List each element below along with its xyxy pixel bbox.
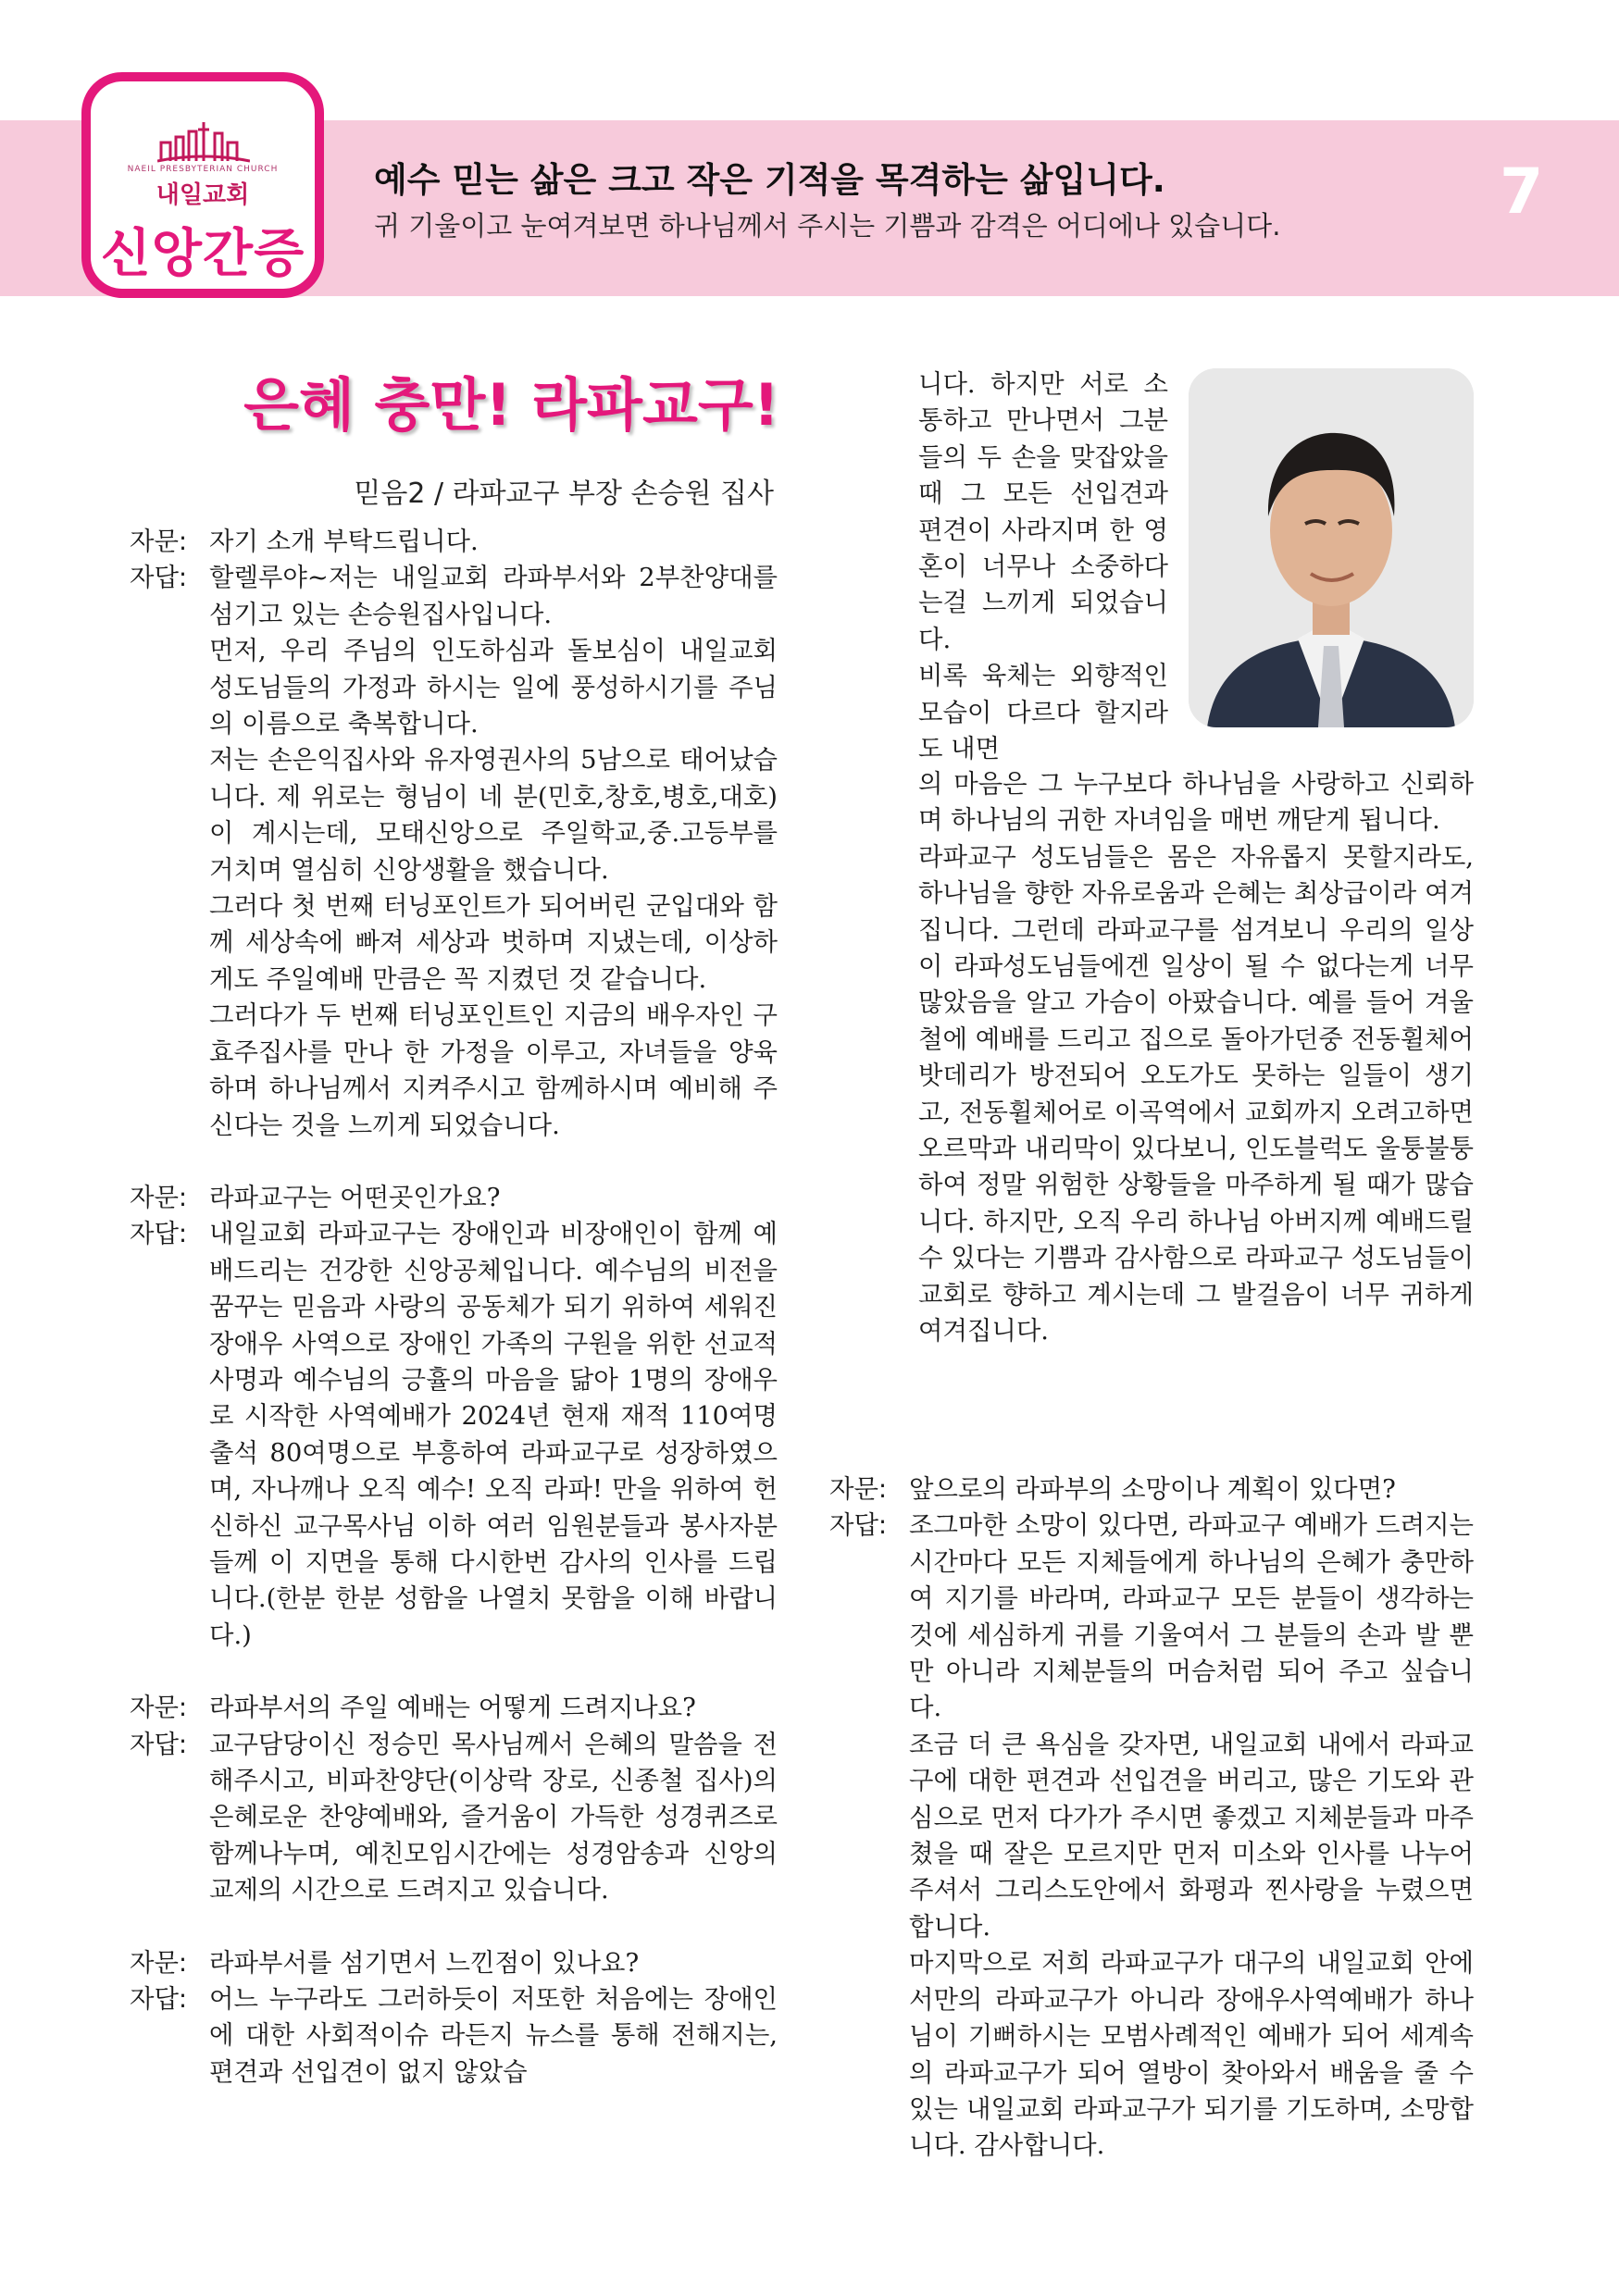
answer-label: 자답: [130, 1730, 188, 1759]
answer-paragraph: 조그마한 소망이 있다면, 라파교구 예배가 드려지는 시간마다 모든 지체들에게 하나님의 은혜가 충만하여 지기를 바라며, 라파교구 모든 분들이 생각하는 것에 세심하게 귀를 기울여서 그 분들의 손과 발 뿐만 아니라 지체분들의 머슴처럼 되어 주고 싶습니다. [909, 1511, 1474, 1723]
answer-paragraph: 라파교구 성도님들은 몸은 자유롭지 못할지라도, 하나님을 향한 자유로움과 은혜는 최상급이라 여겨 집니다. 그런데 라파교구를 섬겨보니 우리의 일상이 라파성도님들에겐 일상이 될 수 없다는게 너무 많았음을 알고 가슴이 아팠습니다. 예를 들어 겨울철에 예배를 드리고 집으로 돌아가던중 전동휠체어 밧데리가 방전되어 오도가도 못하는 일들이 생기고, 전동휠체어로 이곡역에서 교회까지 오려고하면 오르막과 내리막이 있다보니, 인도블럭도 울퉁불퉁하여 정말 위험한 상황들을 마주하게 될 때가 많습니다. 하지만, 오직 우리 하나님 아버지께 예배드릴 수 있다는 기쁨과 감사함으로 라파교구 성도님들이 교회로 향하고 계시는데 그 발걸음이 너무 귀하게 여겨집니다. [918, 842, 1474, 1347]
right-column-beside-photo [918, 366, 1168, 767]
answer-paragraph: 내일교회 라파교구는 장애인과 비장애인이 함께 예배드리는 건강한 신앙공체입니다. 예수님의 비전을 꿈꾸는 믿음과 사랑의 공동체가 되기 위하여 세워진 장애우 사역으로 장애인 가족의 구원을 위한 선교적 사명과 예수님의 긍휼의 마음을 닮아 1명의 장애우로 시작한 사역예배가 2024년 현재 재적 110여명 출석 80여명으로 부흥하여 라파교구로 성장하였으며, 자나깨나 오직 예수! 오직 라파! 만을 위하여 헌신하신 교구목사님 이하 여러 임원분들과 봉사자분들께 이 지면을 통해 다시한번 감사의 인사를 드립니다.(한분 한분 성함을 나열치 못함을 이해 바랍니다.) [209, 1220, 778, 1650]
answer-paragraph: 어느 누구라도 그러하듯이 저또한 처음에는 장애인에 대한 사회적이슈 라든지 뉴스를 통해 전해지는, 편견과 선입견이 없지 않았습 [209, 1985, 778, 2087]
answer-paragraph: 그러다 첫 번째 터닝포인트가 되어버린 군입대와 함께 세상속에 빠져 세상과 벗하며 지냈는데, 이상하게도 주일예배 만큼은 꼭 지켰던 것 같습니다. [209, 892, 778, 994]
qa-question [130, 1690, 778, 1726]
page-number: 7 [1500, 155, 1544, 229]
answer-paragraph: 교구담당이신 정승민 목사님께서 은혜의 말씀을 전해주시고, 비파찬양단(이상락 장로, 신종철 집사)의 은혜로운 찬양예배와, 즐거움이 가득한 성경퀴즈로 함께나누며, 예친모임시간에는 성경암송과 신앙의 교제의 시간으로 드려지고 있습니다. [209, 1730, 778, 1905]
author-portrait-photo [1189, 368, 1474, 727]
logo-church-name: 내일교회 [156, 181, 250, 209]
left-column [130, 524, 778, 2091]
question-label: 자문: [130, 1183, 188, 1212]
question-label: 자문: [130, 1694, 188, 1723]
qa-answer [130, 560, 778, 1144]
header-subtitle: 귀 기울이고 눈여겨보면 하나님께서 주시는 기쁨과 감격은 어디에나 있습니다. [374, 210, 1281, 242]
qa-question [130, 1945, 778, 1981]
answer-paragraph: 저는 손은익집사와 유자영권사의 5남으로 태어났습니다. 제 위로는 형님이 네 분(민호,창호,병호,대호)이 계시는데, 모태신앙으로 주일학교,중.고등부를 거치며 열심히 신앙생활을 했습니다. [209, 746, 778, 885]
qa-answer [130, 1727, 778, 1909]
question-label: 자문: [829, 1475, 888, 1504]
qa-question [130, 1180, 778, 1216]
section-label: 신앙간증 [100, 224, 305, 284]
right-column-qa [829, 1471, 1474, 2165]
church-skyline-icon [157, 115, 250, 167]
qa-question [829, 1471, 1474, 1508]
qa-question [130, 524, 778, 560]
answer-paragraph: 의 마음은 그 누구보다 하나님을 사랑하고 신뢰하며 하나님의 귀한 자녀임을 매번 깨닫게 됩니다. [918, 770, 1474, 836]
question-text: 라파부서의 주일 예배는 어떻게 드려지나요? [209, 1694, 696, 1723]
article-byline: 믿음2 / 라파교구 부장 손승원 집사 [354, 478, 774, 510]
right-column [918, 766, 1474, 1350]
logo-small-text: NAEIL PRESBYTERIAN CHURCH [127, 165, 279, 174]
answer-paragraph: 그러다가 두 번째 터닝포인트인 지금의 배우자인 구효주집사를 만나 한 가정을 이루고, 자녀들을 양육하며 하나님께서 지켜주시고 함께하시며 예비해 주신다는 것을 느끼게 되었습니다. [209, 1001, 778, 1140]
question-text: 라파부서를 섬기면서 느낀점이 있나요? [209, 1948, 640, 1978]
answer-paragraph: 니다. 하지만 서로 소통하고 만나면서 그분들의 두 손을 맞잡았을 때 그 모든 선입견과 편견이 사라지며 한 영혼이 너무나 소중하다는걸 느끼게 되었습니다. [918, 370, 1168, 654]
answer-paragraph: 할렐루야~저는 내일교회 라파부서와 2부찬양대를 섬기고 있는 손승원집사입니다. [209, 564, 778, 629]
question-label: 자문: [130, 527, 188, 556]
answer-paragraph: 먼저, 우리 주님의 인도하심과 돌보심이 내일교회 성도님들의 가정과 하시는 일에 풍성하시기를 주님의 이름으로 축복합니다. [209, 637, 778, 739]
portrait-illustration [1189, 368, 1474, 727]
question-text: 앞으로의 라파부의 소망이나 계획이 있다면? [909, 1475, 1396, 1504]
question-label: 자문: [130, 1948, 188, 1978]
qa-answer [130, 1216, 778, 1654]
question-text: 자기 소개 부탁드립니다. [209, 527, 479, 556]
answer-label: 자답: [829, 1511, 888, 1541]
section-logo [81, 72, 324, 298]
qa-answer [829, 1508, 1474, 2164]
qa-answer [130, 1981, 778, 2091]
header-title: 예수 믿는 삶은 크고 작은 기적을 목격하는 삶입니다. [374, 160, 1165, 200]
answer-paragraph: 비록 육체는 외향적인 모습이 다르다 할지라도 내면 [918, 662, 1168, 764]
answer-paragraph: 조금 더 큰 욕심을 갖자면, 내일교회 내에서 라파교구에 대한 편견과 선입견을 버리고, 많은 기도와 관심으로 먼저 다가가 주시면 좋겠고 지체분들과 마주쳤을 때 잘은 모르지만 먼저 미소와 인사를 나누어 주셔서 그리스도안에서 화평과 찐사랑을 누렸으면 합니다. [909, 1730, 1474, 1942]
answer-label: 자답: [130, 564, 188, 593]
answer-label: 자답: [130, 1985, 188, 2015]
answer-paragraph: 마지막으로 저희 라파교구가 대구의 내일교회 안에서만의 라파교구가 아니라 장애우사역예배가 하나님이 기뻐하시는 모범사례적인 예배가 되어 세계속의 라파교구가 되어 열방이 찾아와서 배움을 줄 수 있는 내일교회 라파교구가 되기를 기도하며, 소망합니다. 감사합니다. [909, 1949, 1474, 2161]
answer-label: 자답: [130, 1220, 188, 1249]
question-text: 라파교구는 어떤곳인가요? [209, 1183, 501, 1212]
article-title: 은혜 충만! 라파교구! [243, 371, 779, 439]
